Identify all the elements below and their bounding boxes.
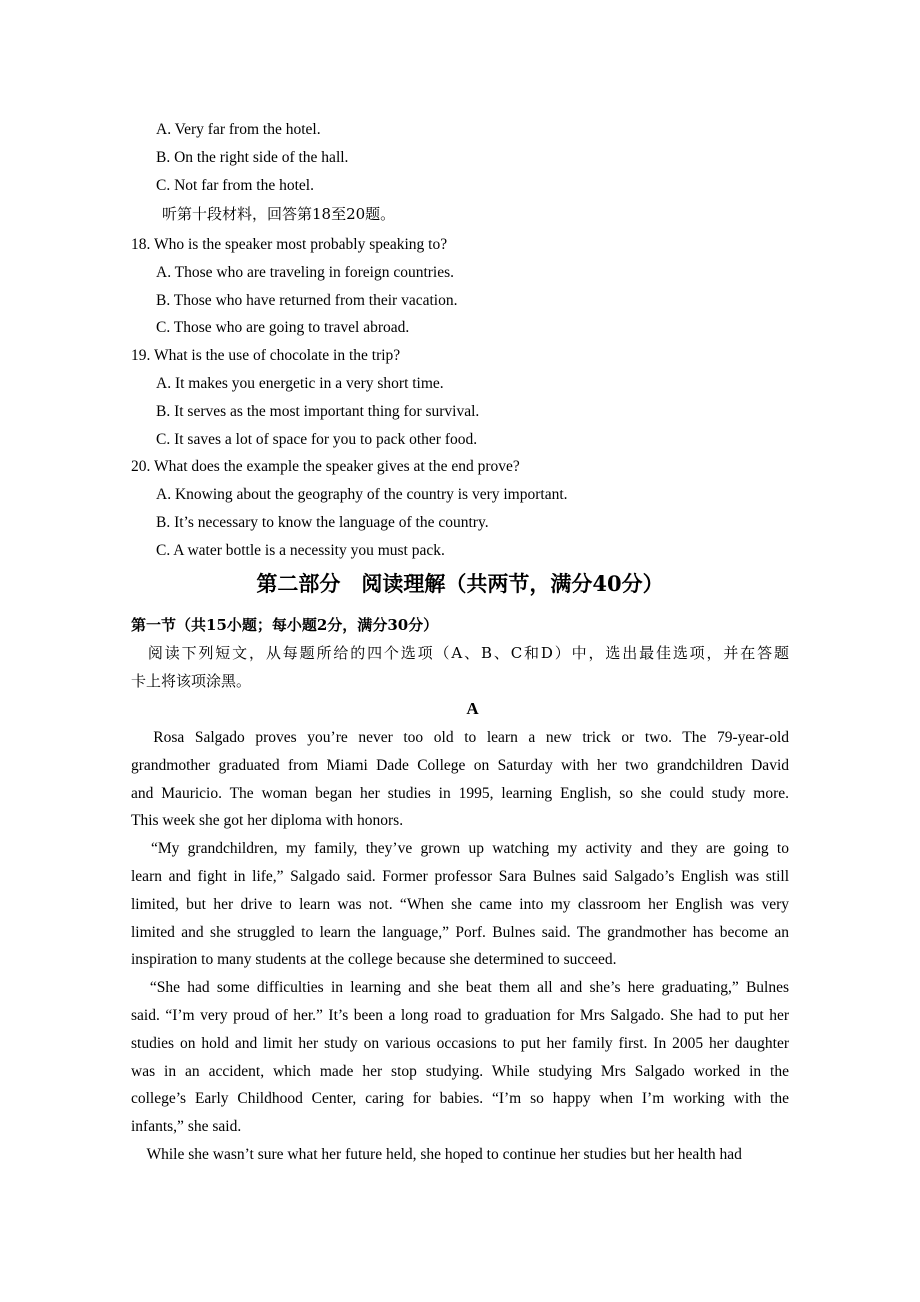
listening-instruction: 听第十段材料，回答第18至20题。 — [162, 205, 396, 223]
q20-option-c: C. A water bottle is a necessity you must pack. — [156, 541, 445, 559]
instruction-line: 卡上将该项涂黑。 — [131, 672, 252, 690]
passage-line: While she wasn’t sure what her future held, she hoped to continue her studies but her health had — [131, 1146, 742, 1163]
q19-option-b: B. It serves as the most important thing for survival. — [156, 402, 480, 420]
passage-line: was in an accident, which made her stop studying. While studying Mrs Salgado worked in the — [131, 1062, 789, 1080]
passage-line: inspiration to many students at the college because she determined to succeed. — [131, 951, 617, 969]
passage-line: college’s Early Childhood Center, caring for babies. “I’m so happy when I’m working with the — [131, 1090, 789, 1108]
passage-line: “My grandchildren, my family, they’ve grown up watching my activity and they are going to — [131, 840, 789, 858]
section-title: 第一节（共15小题；每小题2分，满分30分） — [131, 616, 439, 634]
q17-option-c: C. Not far from the hotel. — [156, 177, 314, 194]
q19-option-c: C. It saves a lot of space for you to pack other food. — [156, 430, 478, 448]
passage-line: Rosa Salgado proves you’re never too old to learn a new trick or two. The 79-year-old — [131, 729, 789, 746]
q18-option-c: C. Those who are going to travel abroad. — [156, 319, 410, 337]
passage-line: “She had some difficulties in learning and she beat them all and she’s here graduating,” Bulnes — [131, 979, 789, 997]
q18-option-b: B. Those who have returned from their vacation. — [156, 291, 458, 309]
q19-option-a: A. It makes you energetic in a very short time. — [156, 375, 444, 392]
passage-line: studies on hold and limit her study on various occasions to put her family first. In 2005 her daughter — [131, 1034, 789, 1052]
q18-option-a: A. Those who are traveling in foreign countries. — [156, 263, 455, 281]
instruction-line: 阅读下列短文，从每题所给的四个选项（A、B、C和D）中，选出最佳选项，并在答题 — [131, 644, 789, 662]
passage-line: limited and she struggled to learn the language,” Porf. Bulnes said. The grandmother has become an — [131, 923, 789, 941]
question-20: 20. What does the example the speaker gives at the end prove? — [131, 458, 520, 476]
passage-line: said. “I’m very proud of her.” It’s been a long road to graduation for Mrs Salgado. She had to put her — [131, 1007, 789, 1024]
part-title: 第二部分 阅读理解（共两节，满分40分） — [256, 571, 664, 596]
passage-line: and Mauricio. The woman began her studies in 1995, learning English, so she could study more. — [131, 784, 789, 802]
q17-option-a: A. Very far from the hotel. — [156, 121, 321, 138]
q20-option-a: A. Knowing about the geography of the country is very important. — [156, 486, 568, 504]
question-18: 18. Who is the speaker most probably speaking to? — [131, 236, 448, 253]
passage-line: infants,” she said. — [131, 1118, 242, 1136]
q20-option-b: B. It’s necessary to know the language of the country. — [156, 514, 489, 531]
question-19: 19. What is the use of chocolate in the trip? — [131, 347, 401, 365]
passage-label: A — [466, 699, 479, 718]
passage-line: limited, but her drive to learn was not. “When she came into my classroom her English was very — [131, 895, 789, 913]
passage-line: grandmother graduated from Miami Dade College on Saturday with her two grandchildren David — [131, 756, 789, 774]
passage-line: learn and fight in life,” Salgado said. Former professor Sara Bulnes said Salgado’s English was still — [131, 868, 789, 885]
q17-option-b: B. On the right side of the hall. — [156, 149, 349, 166]
passage-line: This week she got her diploma with honors. — [131, 812, 404, 830]
